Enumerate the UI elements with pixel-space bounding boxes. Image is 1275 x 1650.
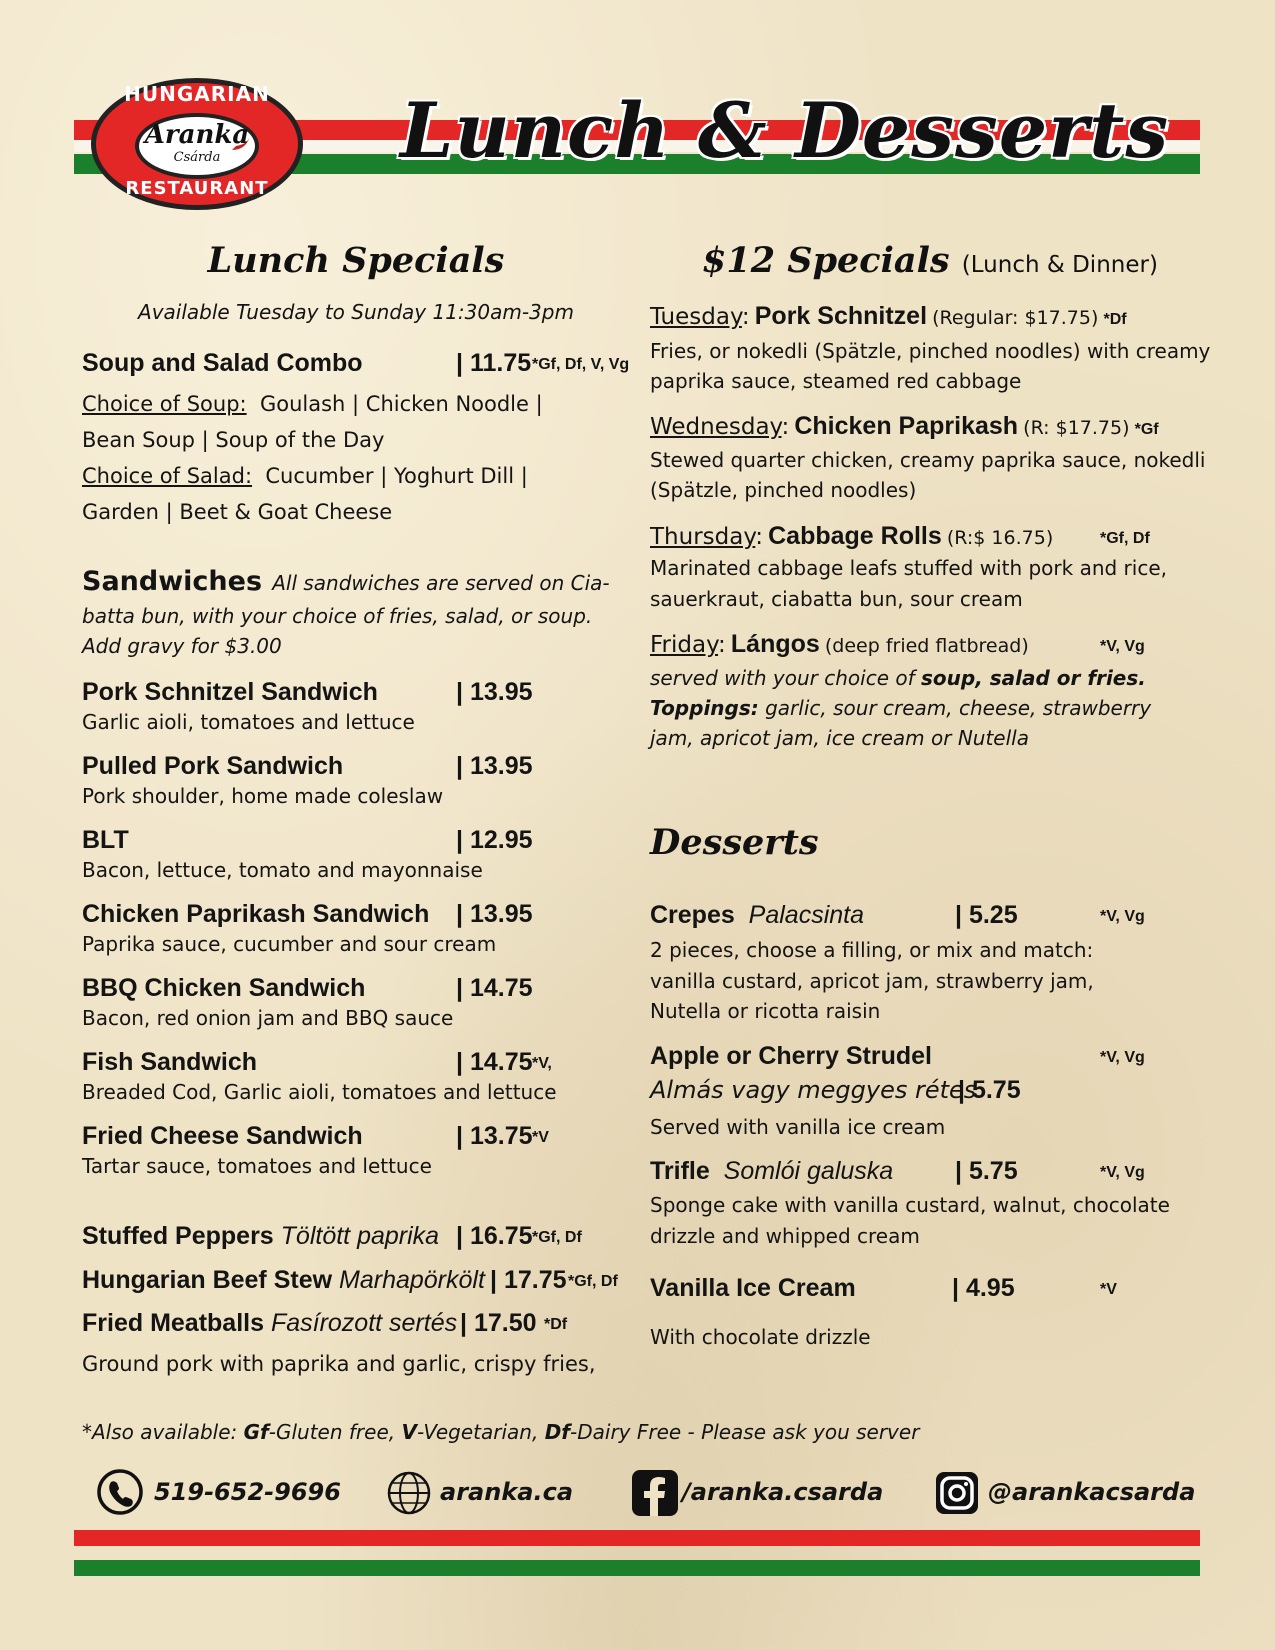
main-item [82, 1266, 485, 1295]
combo-tags: *Gf, Df, V, Vg [532, 356, 630, 373]
sandwich-name: BLT [82, 826, 129, 854]
facebook-icon [632, 1470, 678, 1516]
dessert-item [650, 901, 864, 930]
sandwich-desc: Tartar sauce, tomatoes and lettuce [82, 1154, 432, 1178]
special-day: Friday [650, 632, 719, 658]
sandwich-item [82, 974, 453, 1033]
sandwich-name: Fish Sandwich [82, 1048, 258, 1076]
dessert-price: | 5.75 [958, 1076, 1021, 1104]
dessert-desc: With chocolate drizzle [650, 1325, 871, 1349]
sandwich-name: BBQ Chicken Sandwich [82, 974, 366, 1002]
special-regular-price: (Regular: $17.75) [932, 307, 1099, 329]
sandwich-tags: *V [532, 1129, 549, 1146]
special-tags: *V, Vg [1100, 638, 1145, 655]
website-link[interactable]: aranka.ca [440, 1478, 574, 1506]
facebook-link[interactable]: /aranka.csarda [682, 1478, 884, 1506]
special-tags: *Gf [1134, 421, 1159, 438]
special-day: Tuesday [650, 304, 742, 330]
dessert-desc: Sponge cake with vanilla custard, walnut, chocolate [650, 1193, 1170, 1217]
dessert-desc: Nutella or ricotta raisin [650, 999, 881, 1023]
lunch-availability: Available Tuesday to Sunday 11:30am-3pm [138, 300, 574, 324]
sandwich-desc: Garlic aioli, tomatoes and lettuce [82, 710, 415, 734]
gf-abbrev: Gf [243, 1420, 269, 1444]
v-abbrev: V [401, 1420, 417, 1444]
sandwich-name: Pulled Pork Sandwich [82, 752, 344, 780]
sandwich-item [82, 900, 496, 959]
sandwiches-note-line1 [82, 566, 610, 597]
dessert-hu-name: Almás vagy meggyes rétes [650, 1076, 977, 1104]
main-item [82, 1222, 439, 1251]
special-regular-price: (R: $17.75) [1023, 417, 1130, 439]
special-regular-price: (deep fried flatbread) [824, 635, 1029, 657]
sandwich-price: | 13.95 [456, 752, 533, 780]
main-name: Fried Meatballs [82, 1309, 264, 1337]
special-day: Thursday [650, 524, 756, 550]
special-desc: paprika sauce, steamed red cabbage [650, 369, 1022, 393]
special-tags: *Df [1103, 311, 1127, 328]
main-price: | 17.50 [460, 1309, 537, 1337]
dessert-price: | 5.75 [955, 1157, 1018, 1185]
sandwich-name: Pork Schnitzel Sandwich [82, 678, 378, 706]
combo-name: Soup and Salad Combo [82, 349, 363, 377]
sandwiches-heading: Sandwiches [82, 566, 263, 597]
sandwich-price: | 14.75 [456, 974, 533, 1002]
sandwiches-note3: Add gravy for $3.00 [82, 634, 282, 658]
main-name: Hungarian Beef Stew [82, 1266, 333, 1294]
sandwich-item [82, 752, 443, 811]
special-tuesday: Tuesday: Pork Schnitzel (Regular: $17.75) *Df [650, 302, 1127, 330]
main-price: | 17.75 [490, 1266, 567, 1294]
sandwich-tags: *V, [532, 1055, 552, 1072]
specials-title-line [650, 240, 1210, 281]
dessert-tags: *V [1100, 1281, 1117, 1298]
phone-number[interactable]: 519-652-9696 [154, 1478, 341, 1506]
special-desc: Stewed quarter chicken, creamy paprika sauce, nokedli [650, 448, 1206, 472]
main-price: | 16.75 [456, 1222, 533, 1250]
dessert-item [650, 1157, 893, 1186]
dietary-prefix: *Also available: [82, 1420, 244, 1444]
main-item [82, 1309, 457, 1338]
special-wednesday: Wednesday: Chicken Paprikash (R: $17.75) *Gf [650, 412, 1159, 440]
sandwich-desc: Bacon, lettuce, tomato and mayonnaise [82, 858, 483, 882]
restaurant-logo [88, 76, 306, 212]
salad-label: Choice of Salad: [82, 464, 253, 488]
dessert-name: Vanilla Ice Cream [650, 1274, 856, 1302]
soup-options-2: Bean Soup | Soup of the Day [82, 428, 385, 452]
dessert-price: | 4.95 [952, 1274, 1015, 1302]
combo-salad-line [82, 464, 528, 488]
dessert-desc: Served with vanilla ice cream [650, 1115, 946, 1139]
df-text: -Dairy Free - Please ask you server [570, 1420, 920, 1444]
sandwich-desc: Pork shoulder, home made coleslaw [82, 784, 444, 808]
dessert-tags: *V, Vg [1100, 908, 1145, 925]
phone-icon [96, 1468, 144, 1516]
instagram-icon [934, 1470, 980, 1516]
sandwich-price: | 13.75 [456, 1122, 533, 1150]
combo-soup-line [82, 392, 543, 416]
salad-options-1: Cucumber | Yoghurt Dill | [265, 464, 528, 488]
globe-icon [386, 1470, 432, 1516]
v-text: -Vegetarian, [416, 1420, 545, 1444]
special-name: Cabbage Rolls [768, 522, 942, 550]
toppings-list: garlic, sour cream, cheese, strawberry [758, 696, 1152, 720]
soup-options-1: Goulash | Chicken Noodle | [259, 392, 543, 416]
special-name: Chicken Paprikash [794, 412, 1019, 440]
dessert-hu-name: Palacsinta [748, 901, 865, 929]
sandwich-name: Fried Cheese Sandwich [82, 1122, 363, 1150]
dessert-price: | 5.25 [955, 901, 1018, 929]
dessert-name: Trifle [650, 1157, 710, 1185]
friday-desc-b: soup, salad or fries. [921, 666, 1146, 690]
main-tags: *Gf, Df [532, 1229, 582, 1246]
sandwich-item [82, 678, 415, 737]
combo-price: | 11.75 [456, 349, 532, 377]
sandwich-price: | 12.95 [456, 826, 533, 854]
footer-red-stripe [74, 1530, 1200, 1546]
dessert-tags: *V, Vg [1100, 1049, 1145, 1066]
special-tags: *Gf, Df [1100, 530, 1150, 547]
special-name: Pork Schnitzel [754, 302, 928, 330]
special-desc-line2 [650, 693, 1151, 723]
dessert-hu-name: Somlói galuska [723, 1157, 894, 1185]
special-desc-line3: jam, apricot jam, ice cream or Nutella [650, 726, 1029, 750]
specials-title: $12 Specials [702, 240, 950, 281]
sandwiches-note2: batta bun, with your choice of fries, salad, or soup. [82, 604, 593, 628]
main-hu-name: Töltött paprika [280, 1222, 440, 1250]
special-day: Wednesday [650, 414, 782, 440]
dessert-name: Apple or Cherry Strudel [650, 1042, 932, 1070]
sandwich-price: | 13.95 [456, 678, 533, 706]
main-hu-name: Fasírozott sertés [270, 1309, 458, 1337]
df-abbrev: Df [544, 1420, 571, 1444]
special-desc: Marinated cabbage leafs stuffed with pork and rice, [650, 556, 1167, 580]
sandwich-price: | 14.75 [456, 1048, 533, 1076]
special-desc-line1 [650, 663, 1146, 693]
sandwiches-note1: All sandwiches are served on Cia- [272, 571, 610, 595]
special-desc: (Spätzle, pinched noodles) [650, 478, 917, 502]
page-title: Lunch & Desserts [400, 86, 1170, 175]
dessert-desc: vanilla custard, apricot jam, strawberry jam, [650, 969, 1094, 993]
salad-options-2: Garden | Beet & Goat Cheese [82, 500, 393, 524]
desserts-title: Desserts [650, 822, 819, 863]
toppings-label: Toppings: [650, 696, 759, 720]
gf-text: -Gluten free, [268, 1420, 402, 1444]
sandwich-item [82, 1122, 432, 1181]
special-thursday: Thursday: Cabbage Rolls (R:$ 16.75) [650, 522, 1054, 550]
special-friday: Friday: Lángos (deep fried flatbread) [650, 630, 1029, 658]
logo-top-text: HUNGARIAN [124, 82, 270, 106]
friday-desc-a: served with your choice of [650, 666, 922, 690]
sandwich-desc: Breaded Cod, Garlic aioli, tomatoes and lettuce [82, 1080, 557, 1104]
instagram-handle[interactable]: @arankacsarda [988, 1478, 1196, 1506]
logo-bottom-text: RESTAURANT [125, 178, 269, 199]
main-tags: *Gf, Df [568, 1273, 618, 1290]
special-desc: sauerkraut, ciabatta bun, sour cream [650, 587, 1023, 611]
main-tags: *Df [544, 1316, 568, 1333]
sandwich-name: Chicken Paprikash Sandwich [82, 900, 430, 928]
sandwich-item [82, 826, 483, 885]
special-regular-price: (R:$ 16.75) [946, 527, 1054, 549]
main-name: Stuffed Peppers [82, 1222, 274, 1250]
main-hu-name: Marhapörkölt [339, 1266, 485, 1294]
dessert-tags: *V, Vg [1100, 1164, 1145, 1181]
special-name: Lángos [730, 630, 820, 658]
footer-green-stripe [74, 1560, 1200, 1576]
lunch-specials-title: Lunch Specials [207, 240, 505, 281]
special-desc: Fries, or nokedli (Spätzle, pinched noodles) with creamy [650, 339, 1211, 363]
dietary-note [82, 1420, 919, 1444]
dessert-desc: 2 pieces, choose a filling, or mix and match: [650, 938, 1094, 962]
mains-desc: Ground pork with paprika and garlic, crispy fries, [82, 1352, 596, 1376]
sandwich-desc: Bacon, red onion jam and BBQ sauce [82, 1006, 454, 1030]
logo-name: Aranka [144, 120, 250, 150]
specials-subtitle: (Lunch & Dinner) [961, 252, 1158, 278]
soup-label: Choice of Soup: [82, 392, 247, 416]
sandwich-price: | 13.95 [456, 900, 533, 928]
dessert-desc: drizzle and whipped cream [650, 1224, 920, 1248]
logo-sub: Csárda [173, 150, 221, 165]
sandwich-desc: Paprika sauce, cucumber and sour cream [82, 932, 497, 956]
dessert-name: Crepes [650, 901, 735, 929]
